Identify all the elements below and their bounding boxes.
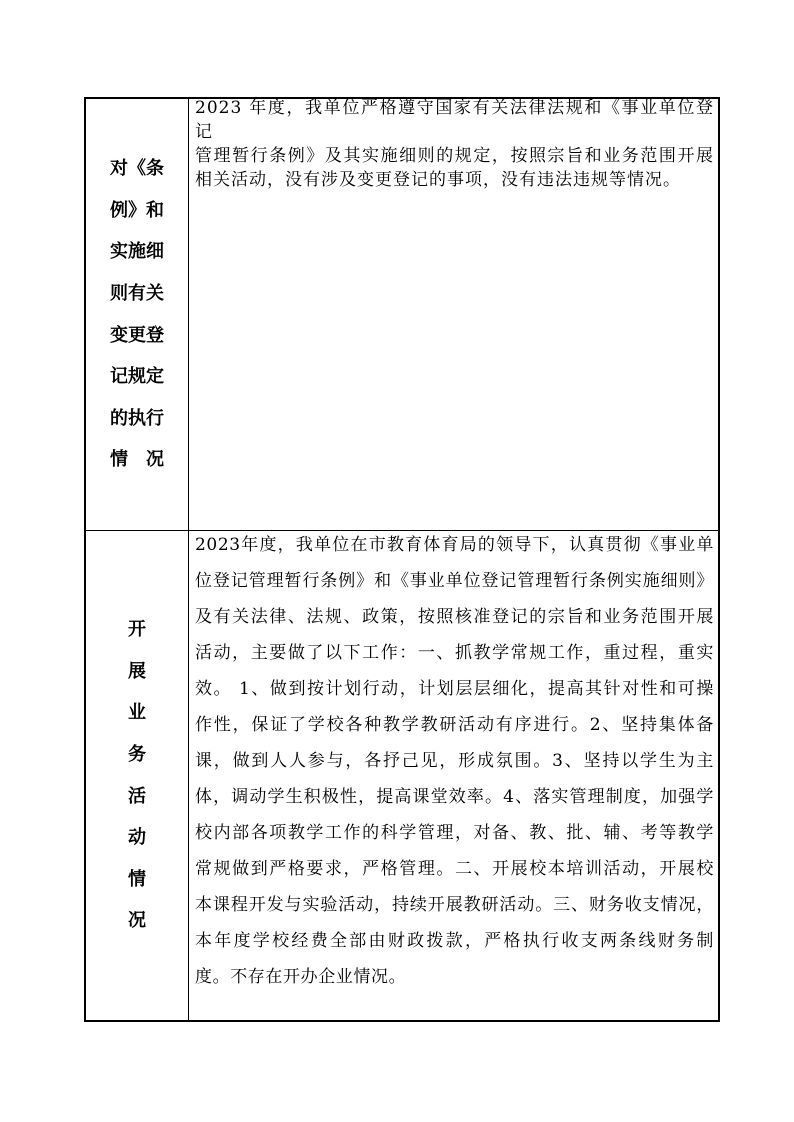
content-line: 本课程开发与实验活动，持续开展教研活动。三、财务收支情况， (195, 895, 714, 915)
info-table (84, 97, 720, 1022)
label-line: 活 (128, 785, 146, 807)
content-line: 位登记管理暂行条例》和《事业单位登记管理暂行条例实施细则》 (195, 571, 714, 591)
content-line: 体，调动学生积极性，提高课堂效率。4、落实管理制度，加强学 (195, 787, 714, 807)
content-line: 活动，主要做了以下工作：一、抓教学常规工作，重过程，重实 (195, 643, 714, 663)
label-line: 务 (128, 743, 146, 765)
content-line: 常规做到严格要求，严格管理。二、开展校本培训活动，开展校 (195, 859, 714, 879)
row-content (189, 99, 718, 530)
row-label (86, 99, 189, 530)
content-line: 本年度学校经费全部由财政拨款，严格执行收支两条线财务制 (195, 931, 714, 951)
row-business-activities (86, 531, 718, 1020)
label-line: 动 (128, 827, 146, 849)
content-line: 2023年度，我单位在市教育体育局的领导下，认真贯彻《事业单 (195, 535, 714, 555)
label-line: 变更登 (110, 324, 164, 346)
label-line: 业 (128, 702, 146, 724)
content-line: 校内部各项教学工作的科学管理，对备、教、批、辅、考等教学 (195, 823, 714, 843)
label-line: 则有关 (110, 282, 164, 304)
label-line: 对《条 (110, 158, 164, 180)
label-line: 记规定 (110, 366, 164, 388)
row-change-registration-compliance (86, 99, 718, 531)
label-line: 展 (128, 660, 146, 682)
row-label-text (128, 609, 146, 942)
label-line: 实施细 (110, 241, 164, 263)
label-line: 情 况 (110, 449, 164, 471)
label-line: 的执行 (110, 407, 164, 429)
content-line: 及有关法律、法规、政策，按照核准登记的宗旨和业务范围开展 (195, 607, 714, 627)
row-content (189, 531, 718, 1020)
content-line: 相关活动，没有涉及变更登记的事项，没有违法违规等情况。 (195, 170, 681, 190)
row-label-text (110, 148, 164, 481)
content-line: 作性，保证了学校各种教学教研活动有序进行。2、坚持集体备 (195, 715, 714, 735)
row-content-text (195, 96, 714, 192)
content-line: 管理暂行条例》及其实施细则的规定，按照宗旨和业务范围开展 (195, 146, 714, 166)
row-label (86, 531, 189, 1020)
row-content-text (195, 527, 714, 995)
content-line: 度。不存在开办企业情况。 (195, 967, 407, 987)
label-line: 开 (128, 619, 146, 641)
content-line: 效。 1、做到按计划行动，计划层层细化，提高其针对性和可操 (195, 679, 714, 699)
label-line: 例》和 (110, 199, 164, 221)
label-line: 况 (128, 910, 146, 932)
content-line: 2023 年度，我单位严格遵守国家有关法律法规和《事业单位登记 (195, 98, 714, 142)
label-line: 情 (128, 868, 146, 890)
content-line: 课，做到人人参与，各抒己见，形成氛围。3、坚持以学生为主 (195, 751, 714, 771)
